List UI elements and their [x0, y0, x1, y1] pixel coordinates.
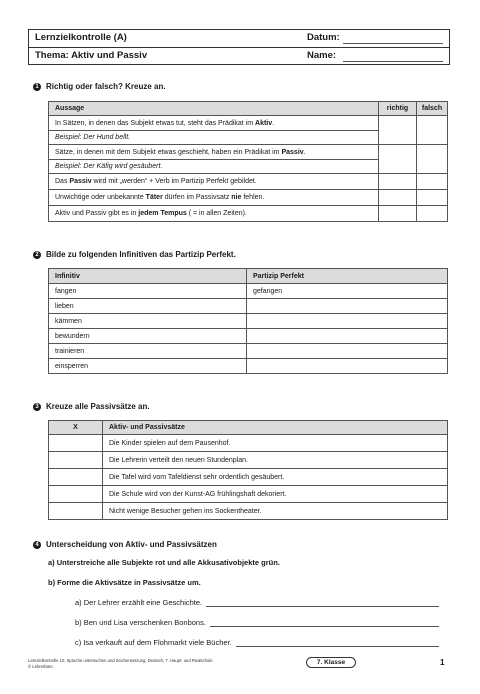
section-2-title — [33, 250, 236, 259]
passive-sentences-table — [48, 420, 448, 520]
table-header-row — [49, 269, 448, 284]
task-b: b) Forme die Aktivsätze in Passivsätze um. — [48, 578, 201, 587]
participle-cell[interactable] — [247, 359, 448, 374]
checkbox-cell[interactable] — [49, 503, 103, 520]
table-row — [49, 206, 448, 222]
table-row — [49, 469, 448, 486]
table-row — [49, 486, 448, 503]
participle-cell[interactable] — [247, 299, 448, 314]
section-title: Kreuze alle Passivsätze an. — [46, 402, 150, 411]
participle-cell[interactable] — [247, 314, 448, 329]
table-row — [49, 452, 448, 469]
checkbox-richtig[interactable] — [379, 145, 417, 174]
table-row — [49, 284, 448, 299]
column-header: falsch — [417, 102, 448, 116]
grade-badge: 7. Klasse — [306, 657, 356, 668]
sentence-cell: Die Tafel wird vom Tafeldienst sehr ordentlich gesäubert. — [103, 469, 448, 486]
header-box — [28, 29, 450, 65]
infinitive-cell: fangen — [49, 284, 247, 299]
name-label: Name: — [307, 50, 337, 61]
answer-line[interactable] — [236, 639, 439, 647]
infinitive-cell: kämmen — [49, 314, 247, 329]
table-row — [49, 435, 448, 452]
sentence-cell: Die Lehrerin verteilt den neuen Stundenplan. — [103, 452, 448, 469]
sentence-cell: Die Schule wird von der Kunst-AG frühlingshaft dekoriert. — [103, 486, 448, 503]
table-row — [49, 503, 448, 520]
participle-table — [48, 268, 448, 374]
section-title: Richtig oder falsch? Kreuze an. — [46, 82, 166, 91]
table-header-row — [49, 421, 448, 435]
column-header: Partizip Perfekt — [247, 269, 448, 284]
answer-line-item — [75, 598, 439, 607]
checkbox-cell[interactable] — [49, 452, 103, 469]
task-a: a) Unterstreiche alle Subjekte rot und alle Akkusativobjekte grün. — [48, 558, 280, 567]
sentence-text: a) Der Lehrer erzählt eine Geschichte. — [75, 598, 203, 607]
footer-line: Lernzielkontrolle 10, Sprache untersuchen und Zeichensetzung, Deutsch, 7. Haupt- und Realschule — [28, 658, 213, 663]
section-title: Unterscheidung von Aktiv- und Passivsätzen — [46, 540, 217, 549]
section-title: Bilde zu folgenden Infinitiven das Partizip Perfekt. — [46, 250, 236, 259]
checkbox-falsch[interactable] — [417, 190, 448, 206]
checkbox-richtig[interactable] — [379, 116, 417, 145]
table-row — [49, 145, 448, 160]
example-cell: Beispiel: Der Hund bellt. — [49, 131, 379, 145]
sentence-text: c) Isa verkauft auf dem Flohmarkt viele Bücher. — [75, 638, 232, 647]
section-3-title — [33, 402, 150, 411]
checkbox-falsch[interactable] — [417, 145, 448, 174]
example-cell: Beispiel: Der Käfig wird gesäubert. — [49, 160, 379, 174]
section-number: 1 — [33, 83, 41, 91]
participle-cell[interactable] — [247, 344, 448, 359]
statement-cell: In Sätzen, in denen das Subjekt etwas tut, steht das Prädikat im Aktiv. — [49, 116, 379, 131]
table-row — [49, 359, 448, 374]
section-number: 3 — [33, 403, 41, 411]
worksheet-title: Lernzielkontrolle (A) — [35, 32, 127, 43]
sentence-cell: Die Kinder spielen auf dem Pausenhof. — [103, 435, 448, 452]
sentence-text: b) Ben und Lisa verschenken Bonbons. — [75, 618, 206, 627]
statement-cell: Sätze, in denen mit dem Subjekt etwas geschieht, haben ein Prädikat im Passiv. — [49, 145, 379, 160]
participle-cell[interactable]: gefangen — [247, 284, 448, 299]
header-row-2 — [29, 48, 449, 66]
answer-line-item — [75, 638, 439, 647]
page-number: 1 — [440, 658, 445, 667]
checkbox-falsch[interactable] — [417, 174, 448, 190]
infinitive-cell: einsperren — [49, 359, 247, 374]
checkbox-cell[interactable] — [49, 486, 103, 503]
participle-cell[interactable] — [247, 329, 448, 344]
sentence-cell: Nicht wenige Besucher gehen ins Sockentheater. — [103, 503, 448, 520]
table-row — [49, 190, 448, 206]
statement-cell: Das Passiv wird mit „werden“ + Verb im Partizip Perfekt gebildet. — [49, 174, 379, 190]
checkbox-cell[interactable] — [49, 469, 103, 486]
answer-line-item — [75, 618, 439, 627]
table-row — [49, 329, 448, 344]
table-row — [49, 174, 448, 190]
column-header: X — [49, 421, 103, 435]
statement-cell: Unwichtige oder unbekannte Täter dürfen im Passivsatz nie fehlen. — [49, 190, 379, 206]
column-header: Aktiv- und Passivsätze — [103, 421, 448, 435]
infinitive-cell: trainieren — [49, 344, 247, 359]
column-header: richtig — [379, 102, 417, 116]
column-header: Infinitiv — [49, 269, 247, 284]
statements-table — [48, 101, 448, 222]
checkbox-richtig[interactable] — [379, 174, 417, 190]
table-row — [49, 299, 448, 314]
table-row — [49, 344, 448, 359]
section-number: 2 — [33, 251, 41, 259]
column-header: Aussage — [49, 102, 379, 116]
checkbox-richtig[interactable] — [379, 190, 417, 206]
answer-line[interactable] — [210, 619, 439, 627]
checkbox-cell[interactable] — [49, 435, 103, 452]
checkbox-falsch[interactable] — [417, 116, 448, 145]
table-row — [49, 116, 448, 131]
infinitive-cell: lieben — [49, 299, 247, 314]
table-row — [49, 314, 448, 329]
name-field[interactable] — [343, 61, 443, 62]
worksheet-topic: Thema: Aktiv und Passiv — [35, 50, 148, 61]
checkbox-richtig[interactable] — [379, 206, 417, 222]
statement-cell: Aktiv und Passiv gibt es in jedem Tempus ( = in allen Zeiten). — [49, 206, 379, 222]
header-row-1 — [29, 30, 449, 48]
date-field[interactable] — [343, 43, 443, 44]
date-label: Datum: — [307, 32, 340, 43]
section-1-title — [33, 82, 166, 91]
section-4-title — [33, 540, 217, 549]
infinitive-cell: bewundern — [49, 329, 247, 344]
checkbox-falsch[interactable] — [417, 206, 448, 222]
footer-copyright: © Lehrerbüro — [28, 664, 53, 669]
table-header-row — [49, 102, 448, 116]
footer-credit — [28, 658, 213, 670]
answer-line[interactable] — [206, 599, 439, 607]
section-number: 4 — [33, 541, 41, 549]
